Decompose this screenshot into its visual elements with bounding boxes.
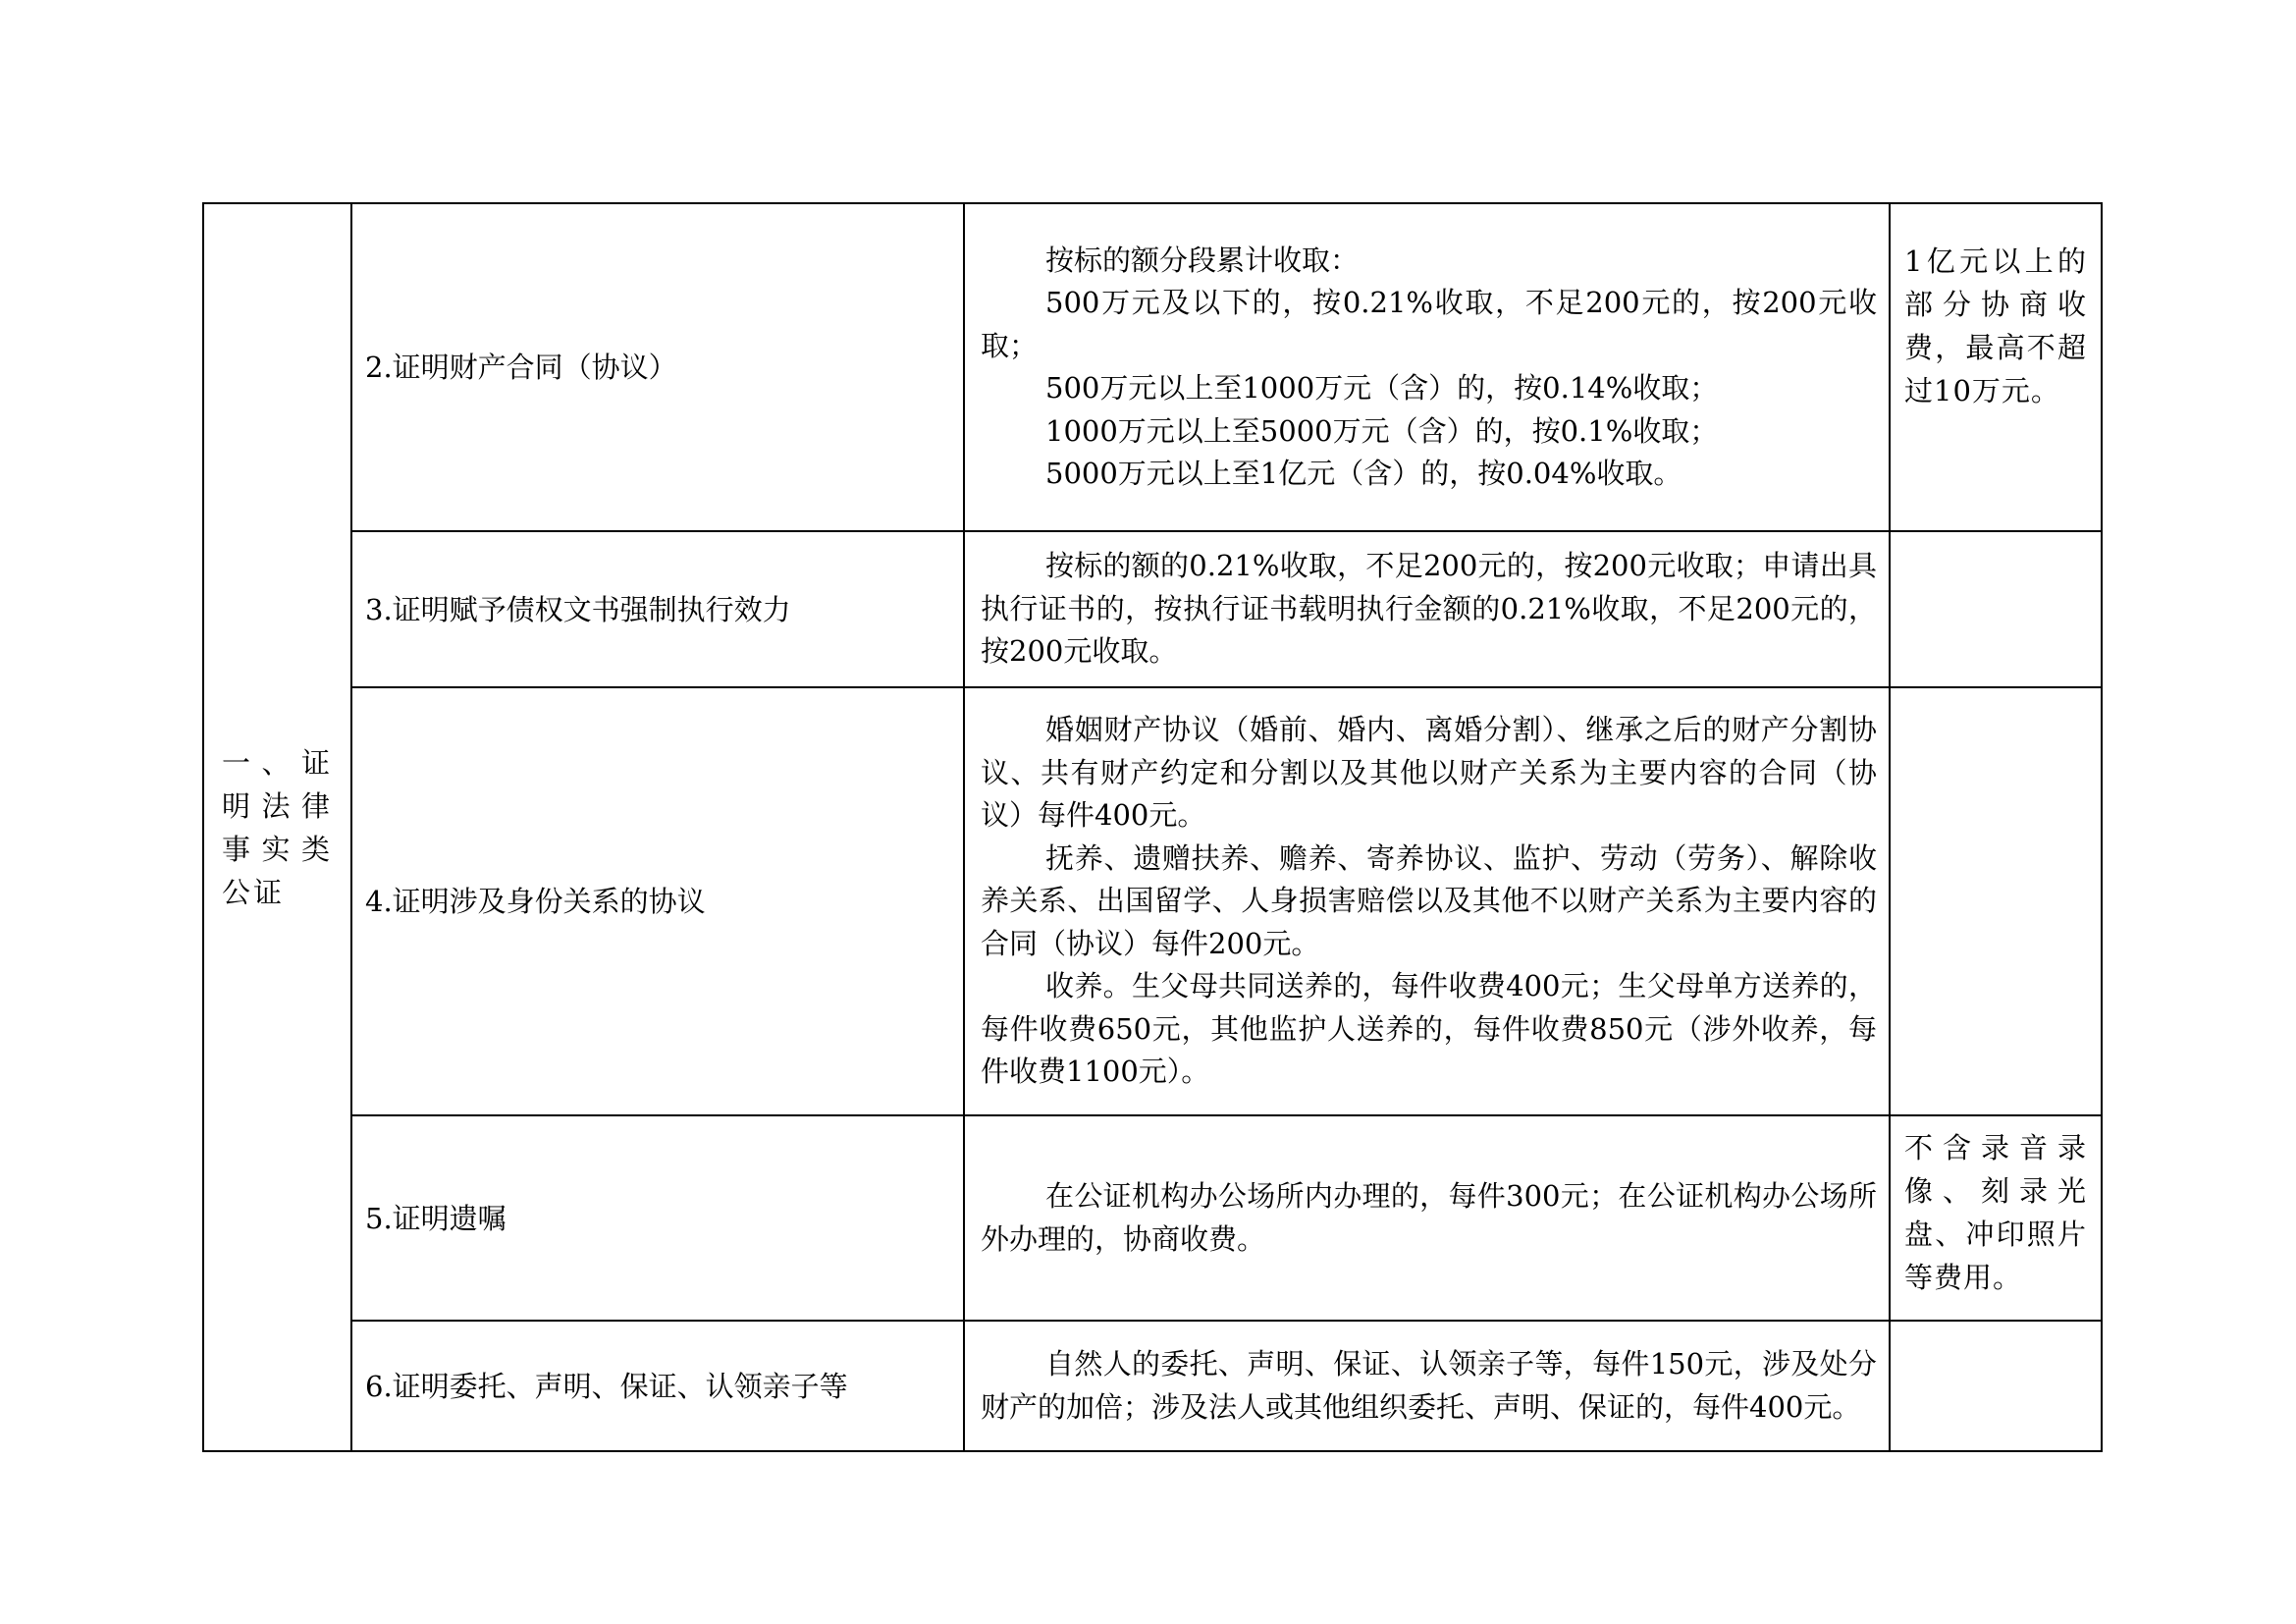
item-cell — [351, 203, 964, 531]
item-cell — [351, 531, 964, 687]
standard-cell — [964, 1321, 1890, 1451]
standard-paragraph: 收养。生父母共同送养的，每件收费400元；生父母单方送养的，每件收费650元，其他监护人送养的，每件收费850元（涉外收养，每件收费1100元）。 — [981, 969, 1877, 1089]
standard-cell — [964, 203, 1890, 531]
item-name: 4.证明涉及身份关系的协议 — [365, 885, 706, 918]
table-row — [203, 203, 2102, 531]
item-name: 5.证明遗嘱 — [365, 1201, 507, 1235]
standard-paragraph: 500万元及以下的，按0.21%收取，不足200元的，按200元收取； — [981, 286, 1877, 362]
standard-paragraph: 自然人的委托、声明、保证、认领亲子等，每件150元，涉及处分财产的加倍；涉及法人或其他组织委托、声明、保证的，每件400元。 — [981, 1347, 1877, 1424]
standard-paragraph: 婚姻财产协议（婚前、婚内、离婚分割）、继承之后的财产分割协议、共有财产约定和分割以及其他以财产关系为主要内容的合同（协议）每件400元。 — [981, 713, 1877, 833]
remark-cell — [1890, 203, 2102, 531]
table-row — [203, 1321, 2102, 1451]
item-cell — [351, 1115, 964, 1321]
remark-text: 不含录音录像、刻录光盘、冲印照片等费用。 — [1904, 1131, 2087, 1294]
standard-paragraph: 按标的额分段累计收取： — [1045, 243, 1360, 277]
category-cell — [203, 203, 351, 1451]
standard-paragraph: 1000万元以上至5000万元（含）的，按0.1%收取； — [1045, 413, 1719, 448]
item-name: 3.证明赋予债权文书强制执行效力 — [365, 592, 791, 626]
remark-text: 1亿元以上的部分协商收费，最高不超过10万元。 — [1904, 244, 2087, 407]
remark-cell — [1890, 1321, 2102, 1451]
category-label: 一、证明法律事实类公证 — [222, 745, 333, 909]
standard-cell — [964, 531, 1890, 687]
remark-cell — [1890, 531, 2102, 687]
item-cell — [351, 1321, 964, 1451]
item-name: 2.证明财产合同（协议） — [365, 351, 677, 384]
fee-standard-table — [202, 202, 2103, 1452]
standard-paragraph: 5000万元以上至1亿元（含）的，按0.04%收取。 — [1045, 457, 1682, 490]
item-name: 6.证明委托、声明、保证、认领亲子等 — [365, 1369, 848, 1403]
standard-cell — [964, 1115, 1890, 1321]
table-row — [203, 1115, 2102, 1321]
standard-paragraph: 按标的额的0.21%收取，不足200元的，按200元收取；申请出具执行证书的，按执行证书载明执行金额的0.21%收取，不足200元的，按200元收取。 — [981, 549, 1877, 669]
remark-cell — [1890, 1115, 2102, 1321]
table-row — [203, 687, 2102, 1115]
standard-paragraph: 抚养、遗赠扶养、赡养、寄养协议、监护、劳动（劳务）、解除收养关系、出国留学、人身损害赔偿以及其他不以财产关系为主要内容的合同（协议）每件200元。 — [981, 840, 1877, 960]
standard-paragraph: 500万元以上至1000万元（含）的，按0.14%收取； — [1045, 371, 1719, 405]
item-cell — [351, 687, 964, 1115]
standard-cell — [964, 687, 1890, 1115]
table-row — [203, 531, 2102, 687]
standard-paragraph: 在公证机构办公场所内办理的，每件300元；在公证机构办公场所外办理的，协商收费。 — [981, 1179, 1877, 1256]
remark-cell — [1890, 687, 2102, 1115]
